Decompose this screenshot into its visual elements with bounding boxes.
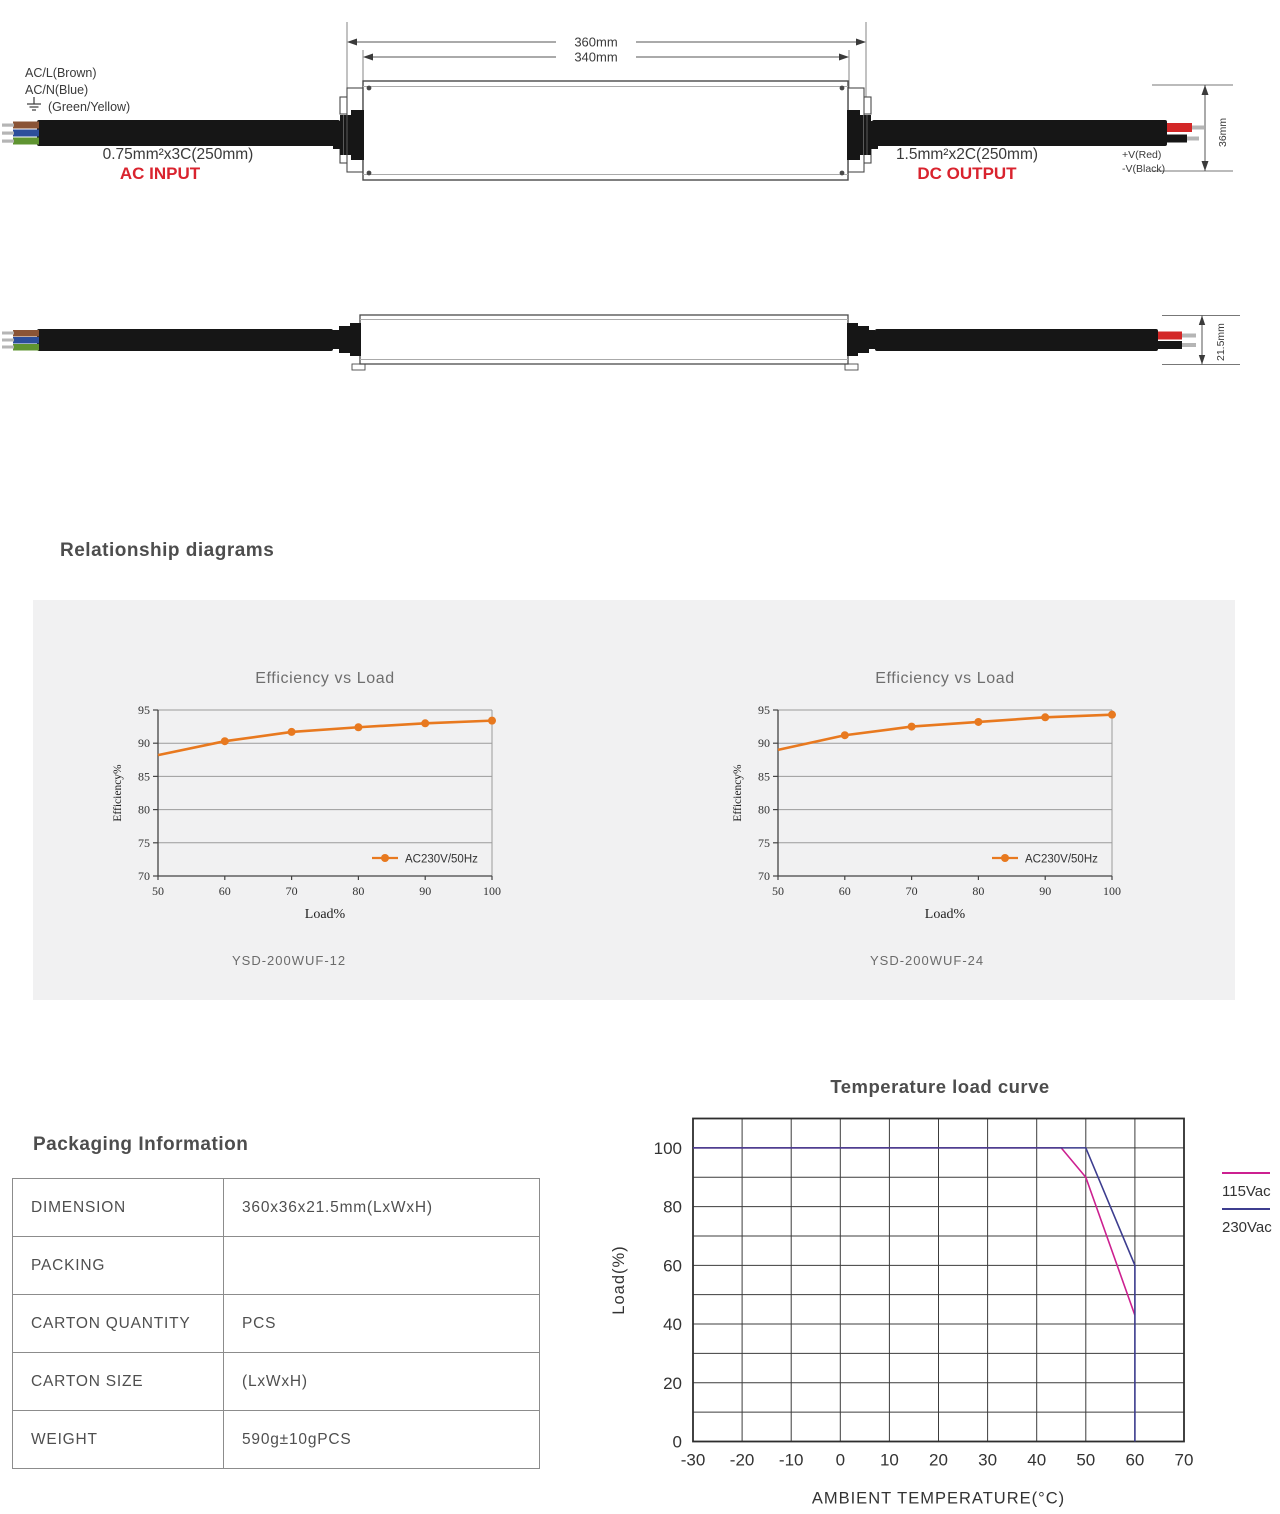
data-line xyxy=(778,715,1112,750)
pkg-row-label: CARTON SIZE xyxy=(13,1353,224,1411)
data-point xyxy=(221,737,229,745)
data-point xyxy=(1108,711,1116,719)
data-point xyxy=(288,728,296,736)
ac-input-label: AC INPUT xyxy=(119,164,201,183)
x-tick-label: -20 xyxy=(729,1450,755,1470)
chart-caption-12v: YSD-200WUF-12 xyxy=(232,953,347,968)
y-tick-label: 85 xyxy=(138,769,150,784)
data-point xyxy=(1041,713,1049,721)
pkg-row-label: PACKING xyxy=(13,1237,224,1295)
y-axis-title: Load(%) xyxy=(610,1245,628,1315)
dim-340-label: 340mm xyxy=(574,49,618,65)
y-axis-title: Efficiency% xyxy=(732,764,744,822)
pkg-row-value: 360x36x21.5mm(LxWxH) xyxy=(224,1179,540,1237)
dc-wire-ends-side xyxy=(1158,332,1196,350)
pkg-row-label: WEIGHT xyxy=(13,1411,224,1469)
pkg-row-value: 590g±10gPCS xyxy=(224,1411,540,1469)
dc-cable xyxy=(872,120,1167,146)
y-tick-label: 40 xyxy=(663,1315,682,1335)
x-tick-label: 10 xyxy=(879,1450,899,1470)
temperature-chart-title: Temperature load curve xyxy=(830,1076,1050,1097)
x-tick-label: 70 xyxy=(285,884,298,898)
x-axis-title: AMBIENT TEMPERATURE(°C) xyxy=(811,1489,1066,1508)
ac-cable-side xyxy=(37,329,333,351)
y-tick-label: 20 xyxy=(663,1373,682,1393)
legend-label: 230Vac xyxy=(1222,1219,1272,1236)
x-tick-label: 20 xyxy=(929,1450,948,1470)
x-tick-label: 50 xyxy=(772,884,784,898)
x-tick-label: 90 xyxy=(1039,884,1052,898)
x-tick-label: 100 xyxy=(483,884,501,898)
ac-cable-spec: 0.75mm²x3C(250mm) xyxy=(102,146,254,163)
y-tick-label: 60 xyxy=(663,1256,682,1276)
data-point xyxy=(354,723,362,731)
screw-dot xyxy=(840,171,845,176)
dc-cable-side xyxy=(875,329,1158,351)
y-tick-label: 75 xyxy=(138,835,150,850)
y-axis-title: Efficiency% xyxy=(112,764,124,822)
data-point xyxy=(974,718,982,726)
data-point xyxy=(488,717,496,725)
dc-wire-ends xyxy=(1167,123,1204,143)
y-tick-label: 80 xyxy=(138,802,150,817)
x-tick-label: 100 xyxy=(1103,884,1121,898)
data-line xyxy=(158,721,492,756)
ac-cable xyxy=(37,120,340,146)
case-body-side-view xyxy=(352,315,858,370)
x-axis-title: Load% xyxy=(924,907,966,922)
y-tick-label: 90 xyxy=(758,736,770,751)
ac-wire-ends-side xyxy=(2,330,39,351)
x-tick-label: 40 xyxy=(1027,1450,1047,1470)
y-tick-label: 80 xyxy=(758,802,770,817)
y-tick-label: 0 xyxy=(672,1432,682,1452)
case-body-top-view xyxy=(363,81,848,180)
dim-36-label: 36mm xyxy=(1217,117,1229,147)
pkg-row-label: DIMENSION xyxy=(13,1179,224,1237)
screw-dot xyxy=(840,86,845,91)
v-plus-label: +V(Red) xyxy=(1122,149,1162,161)
x-tick-label: 90 xyxy=(419,884,432,898)
y-tick-label: 95 xyxy=(758,703,770,717)
y-tick-label: 70 xyxy=(758,869,770,883)
ground-label: (Green/Yellow) xyxy=(48,100,131,114)
dim-360-label: 360mm xyxy=(574,34,618,50)
pkg-row-label: CARTON QUANTITY xyxy=(13,1295,224,1353)
x-tick-label: -30 xyxy=(680,1450,706,1470)
legend-label: AC230V/50Hz xyxy=(405,853,478,866)
y-tick-label: 80 xyxy=(663,1197,682,1217)
mechanical-drawing xyxy=(0,0,1280,470)
x-tick-label: 60 xyxy=(838,884,851,898)
packaging-table xyxy=(12,1178,540,1469)
cable-gland-right-side xyxy=(847,323,875,356)
screw-dot xyxy=(367,171,372,176)
chart-title: Efficiency vs Load xyxy=(875,670,1015,687)
ground-symbol-icon xyxy=(27,97,41,110)
data-point xyxy=(908,723,916,731)
y-tick-label: 95 xyxy=(138,703,150,717)
x-tick-label: 50 xyxy=(152,884,164,898)
dc-output-label: DC OUTPUT xyxy=(917,164,1017,183)
dc-cable-spec: 1.5mm²x2C(250mm) xyxy=(895,146,1039,163)
ac-neutral-label: AC/N(Blue) xyxy=(25,83,89,97)
table-row xyxy=(13,1295,540,1353)
legend-marker xyxy=(1001,854,1009,862)
x-tick-label: 80 xyxy=(352,884,365,898)
relationship-diagrams-heading: Relationship diagrams xyxy=(60,540,275,561)
y-tick-label: 85 xyxy=(758,769,770,784)
pkg-row-value xyxy=(224,1237,540,1295)
data-point xyxy=(841,731,849,739)
legend-marker xyxy=(381,854,389,862)
x-axis-title: Load% xyxy=(304,907,346,922)
data-point xyxy=(421,719,429,727)
x-tick-label: -10 xyxy=(778,1450,804,1470)
packaging-heading: Packaging Information xyxy=(33,1134,249,1155)
screw-dot xyxy=(367,86,372,91)
chart-title: Efficiency vs Load xyxy=(255,670,395,687)
ac-wire-ends xyxy=(2,122,39,145)
table-row xyxy=(13,1411,540,1469)
table-row xyxy=(13,1179,540,1237)
y-tick-label: 90 xyxy=(138,736,150,751)
data-line-115Vac xyxy=(693,1148,1135,1315)
x-tick-label: 60 xyxy=(218,884,231,898)
efficiency-chart-12v xyxy=(75,655,575,940)
x-tick-label: 70 xyxy=(1174,1450,1194,1470)
pkg-row-value: PCS xyxy=(224,1295,540,1353)
x-tick-label: 80 xyxy=(972,884,985,898)
x-tick-label: 60 xyxy=(1125,1450,1145,1470)
legend-label: 115Vac xyxy=(1222,1183,1271,1200)
y-tick-label: 75 xyxy=(758,835,770,850)
legend-label: AC230V/50Hz xyxy=(1025,853,1098,866)
dim-21-5-label: 21.5mm xyxy=(1215,323,1227,361)
table-row xyxy=(13,1237,540,1295)
v-minus-label: -V(Black) xyxy=(1122,163,1166,175)
y-tick-label: 70 xyxy=(138,869,150,883)
x-tick-label: 30 xyxy=(978,1450,998,1470)
chart-caption-24v: YSD-200WUF-24 xyxy=(870,953,985,968)
temperature-load-chart xyxy=(600,1105,1280,1514)
x-tick-label: 0 xyxy=(835,1450,846,1470)
x-tick-label: 50 xyxy=(1076,1450,1096,1470)
pkg-row-value: (LxWxH) xyxy=(224,1353,540,1411)
y-tick-label: 100 xyxy=(653,1138,682,1158)
table-row xyxy=(13,1353,540,1411)
efficiency-chart-24v xyxy=(695,655,1195,940)
dimension-21-5mm xyxy=(1162,316,1240,365)
cable-gland-left-side xyxy=(332,323,361,356)
ac-line-label: AC/L(Brown) xyxy=(25,66,97,80)
x-tick-label: 70 xyxy=(905,884,918,898)
